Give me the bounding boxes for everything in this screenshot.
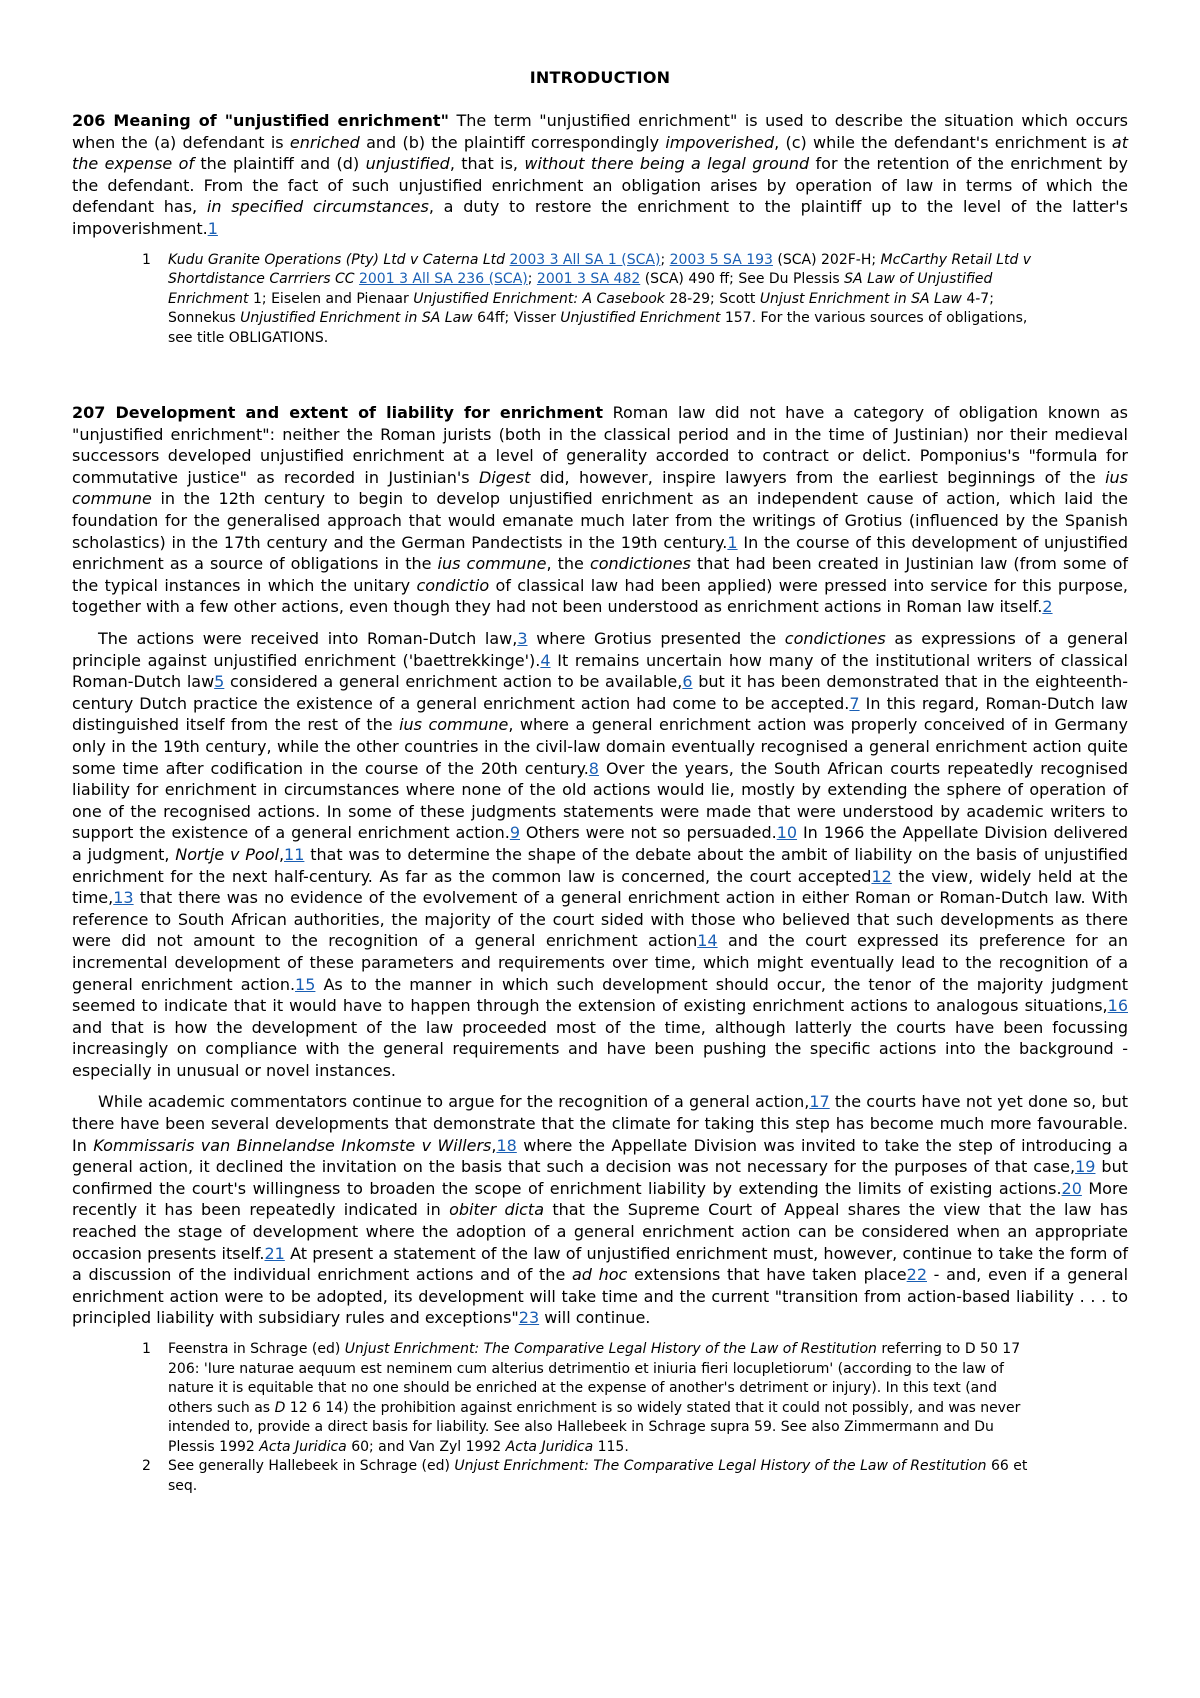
- footnote-ref-link[interactable]: 14: [697, 931, 718, 951]
- section-207-footnotes: [72, 1340, 1128, 1496]
- footnote-ref-link[interactable]: 1: [727, 532, 738, 552]
- footnote-ref-link[interactable]: 21: [264, 1243, 285, 1263]
- footnote-text: Feenstra in Schrage (ed) Unjust Enrichment: The Comparative Legal History of the Law of Restitution referring to D 50 17 206: 'Iure naturae aequum est neminem cum alterius detrimentio et iniuria fieri locupletiorum' (according to the law of nature it is equitable that no one should be enriched at the expense of another's detriment or injury). In this text (and others such as D 12 6 14) the prohibition against enrichment is so widely stated that it could not possibly, and was never intended to, provide a direct basis for liability. See also Hallebeek in Schrage supra 59. See also Zimmermann and Du Plessis 1992 Acta Juridica 60; and Van Zyl 1992 Acta Juridica 115.: [168, 1341, 1021, 1455]
- section-207-paragraph-1: 207 Development and extent of liability for enrichment Roman law did not have a category of obligation known as "unjustified enrichment": neither the Roman jurists (both in the classical period and in the time of Justinian) nor their medieval successors developed unjustified enrichment at a level of generality accorded to contract or delict. Pomponius's "formula for commutative justice" as recorded in Justinian's Digest did, however, inspire lawyers from the earliest beginnings of the ius commune in the 12th century to begin to develop unjustified enrichment as an independent cause of action, which laid the foundation for the generalised approach that would emanate much later from the writings of Grotius (influenced by the Spanish scholastics) in the 17th century and the German Pandectists in the 19th century.1 In the course of this development of unjustified enrichment as a source of obligations in the ius commune, the condictiones that had been created in Justinian law (from some of the typical instances in which the unitary condictio of classical law had been applied) were pressed into service for this purpose, together with a few other actions, even though they had not been understood as enrichment actions in Roman law itself.2: [72, 403, 1129, 617]
- footnote-ref-link[interactable]: 5: [214, 672, 225, 692]
- footnote-ref-link[interactable]: 11: [284, 844, 305, 864]
- footnote-text: See generally Hallebeek in Schrage (ed) Unjust Enrichment: The Comparative Legal History of the Law of Restitution 66 et seq.: [168, 1458, 1028, 1494]
- footnote-ref-link[interactable]: 13: [113, 888, 134, 908]
- section-206-heading: 206 Meaning of "unjustified enrichment": [72, 111, 449, 130]
- footnote-ref-link[interactable]: 9: [509, 823, 521, 843]
- citation-link[interactable]: 2001 3 All SA 236 (SCA): [358, 271, 528, 288]
- footnote-ref-link[interactable]: 15: [295, 974, 316, 994]
- footnote-ref-link[interactable]: 4: [540, 650, 551, 670]
- footnote-number: 1: [142, 1341, 151, 1357]
- footnote-ref-link[interactable]: 8: [588, 758, 599, 778]
- footnote-ref-link[interactable]: 18: [496, 1135, 517, 1155]
- citation-link[interactable]: 2003 3 All SA 1 (SCA): [509, 251, 661, 268]
- section-207-paragraph-3: While academic commentators continue to argue for the recognition of a general action,17 the courts have not yet done so, but there have been several developments that demonstrate that the climate for taking this step has become much more favourable. In Kommissaris van Binnelandse Inkomste v Willers,18 where the Appellate Division was invited to take the step of introducing a general action, it declined the invitation on the basis that such a decision was not necessary for the purposes of that case,19 but confirmed the court's willingness to broaden the scope of enrichment liability by extending the limits of existing actions.20 More recently it has been repeatedly indicated in obiter dicta that the Supreme Court of Appeal shares the view that the law has reached the stage of development where the adoption of a general enrichment action can be considered when an appropriate occasion presents itself.21 At present a statement of the law of unjustified enrichment must, however, continue to take the form of a discussion of the individual enrichment actions and of the ad hoc extensions that have taken place22 - and, even if a general enrichment action were to be adopted, its development will take time and the current "transition from action-based liability . . . to principled liability with subsidiary rules and exceptions"23 will continue.: [72, 1092, 1129, 1328]
- footnote-number: 1: [142, 251, 151, 268]
- section-206-paragraph: 206 Meaning of "unjustified enrichment" The term "unjustified enrichment" is used to describe the situation which occurs when the (a) defendant is enriched and (b) the plaintiff correspondingly impoverished, (c) while the defendant's enrichment is at the expense of the plaintiff and (d) unjustified, that is, without there being a legal ground for the retention of the enrichment by the defendant. From the fact of such unjustified enrichment an obligation arises by operation of law in terms of which the defendant has, in specified circumstances, a duty to restore the enrichment to the plaintiff up to the level of the latter's impoverishment.1: [72, 111, 1129, 238]
- footnote-ref-link[interactable]: 2: [1042, 597, 1053, 617]
- footnote-ref-link[interactable]: 19: [1075, 1157, 1096, 1177]
- footnote-ref-link[interactable]: 6: [682, 672, 693, 692]
- footnote-ref-link[interactable]: 20: [1061, 1178, 1082, 1198]
- footnote-ref-link[interactable]: 3: [517, 629, 528, 648]
- footnote-ref-link[interactable]: 1: [207, 218, 218, 238]
- footnote-ref-link[interactable]: 16: [1107, 996, 1128, 1016]
- footnote-ref-link[interactable]: 10: [776, 823, 798, 843]
- section-207-paragraph-2: The actions were received into Roman-Dutch law,3 where Grotius presented the condictiones as expressions of a general principle against unjustified enrichment ('baettrekkinge').4 It remains uncertain how many of the institutional writers of classical Roman-Dutch law5 considered a general enrichment action to be available,6 but it has been demonstrated that in the eighteenth-century Dutch practice the existence of a general enrichment action had come to be accepted.7 In this regard, Roman-Dutch law distinguished itself from the rest of the ius commune, where a general enrichment action was properly conceived of in Germany only in the 19th century, while the other countries in the civil-law domain eventually recognised a general enrichment action quite some time after codification in the course of the 20th century.8 Over the years, the South African courts repeatedly recognised liability for enrichment in circumstances where none of the old actions would lie, mostly by extending the sphere of operation of one of the recognised actions. In some of these judgments statements were made that were understood by academic writers to support the existence of a general enrichment action.9 Others were not so persuaded.10 In 1966 the Appellate Division delivered a judgment, Nortje v Pool,11 that was to determine the shape of the debate about the ambit of liability on the basis of unjustified enrichment for the next half-century. As far as the common law is concerned, the court accepted12 the view, widely held at the time,13 that there was no evidence of the evolvement of a general enrichment action in either Roman or Roman-Dutch law. With reference to South African authorities, the majority of the court sided with those who believed that such developments as there were did not amount to the recognition of a general enrichment action14 and the court expressed its preference for an incremental development of these parameters and requirements over time, which might eventually lead to the recognition of a general enrichment action.15 As to the manner in which such development should occur, the tenor of the majority judgment seemed to indicate that it would have to happen through the extension of existing enrichment actions to analogous situations,16 and that is how the development of the law proceeded most of the time, although latterly the courts have been focussing increasingly on compliance with the general requirements and have been pushing the specific actions into the background - especially in unusual or novel instances.: [72, 629, 1129, 1080]
- footnote-ref-link[interactable]: 23: [518, 1308, 540, 1328]
- footnote-item: [72, 1457, 1128, 1496]
- footnote-ref-link[interactable]: 17: [809, 1092, 830, 1112]
- footnote-ref-link[interactable]: 22: [906, 1265, 927, 1285]
- section-207-heading: 207 Development and extent of liability for enrichment: [72, 403, 603, 423]
- page-title: INTRODUCTION: [529, 68, 671, 87]
- section-spacer: [72, 348, 1128, 402]
- footnote-text: Kudu Granite Operations (Pty) Ltd v Caterna Ltd 2003 3 All SA 1 (SCA); 2003 5 SA 193 (SCA) 202F-H; McCarthy Retail Ltd v Shortdistance Carrriers CC 2001 3 All SA 236 (SCA); 2001 3 SA 482 (SCA) 490 ff; See Du Plessis SA Law of Unjustified Enrichment 1; Eiselen and Pienaar Unjustified Enrichment: A Casebook 28-29; Scott Unjust Enrichment in SA Law 4-7; Sonnekus Unjustified Enrichment in SA Law 64ff; Visser Unjustified Enrichment 157. For the various sources of obligations, see title OBLIGATIONS.: [168, 251, 1032, 346]
- section-206-footnotes: [72, 251, 1128, 349]
- citation-link[interactable]: 2001 3 SA 482: [536, 271, 641, 288]
- citation-link[interactable]: 2003 5 SA 193: [669, 251, 773, 268]
- footnote-ref-link[interactable]: 12: [871, 866, 892, 886]
- footnote-ref-link[interactable]: 7: [849, 693, 860, 713]
- footnote-number: 2: [142, 1458, 151, 1474]
- footnote-item: [72, 1340, 1128, 1457]
- footnote-item: [72, 251, 1128, 349]
